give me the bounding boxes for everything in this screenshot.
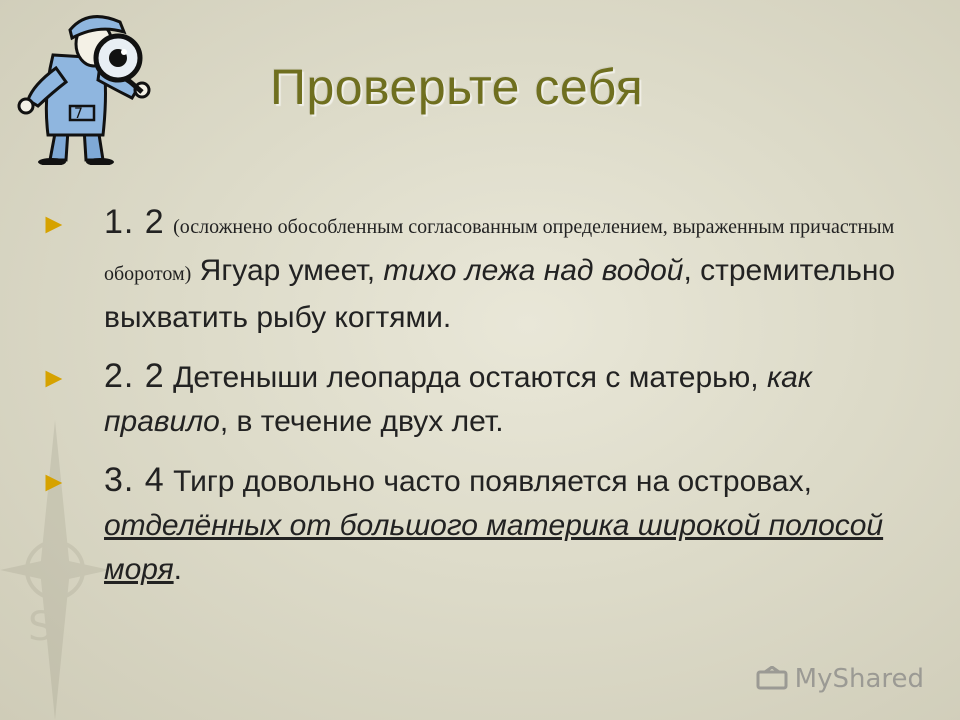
bullet-arrow-icon: ► <box>40 208 68 239</box>
watermark-text: MyShared <box>794 664 924 694</box>
list-item-text <box>104 458 920 592</box>
bullet-arrow-icon: ► <box>40 466 68 497</box>
isolated-phrase: тихо лежа над водой <box>383 254 684 287</box>
bullet-arrow-icon: ► <box>40 362 68 393</box>
sentence-part: . <box>173 553 182 586</box>
myshared-logo-icon <box>755 666 789 692</box>
slide-title: Проверьте себя <box>270 59 644 115</box>
sentence-part: , стремительно выхватить рыбу когтями. <box>104 254 896 334</box>
answer-number: 2. 2 <box>104 357 165 395</box>
list-item <box>40 458 920 592</box>
isolated-phrase: как правило <box>104 361 812 438</box>
list-item <box>40 354 920 444</box>
list-item <box>40 200 920 340</box>
grammar-note: (осложнено обособленным согласованным определением, выраженным причастным оборотом) <box>104 216 895 285</box>
sentence-part: Тигр довольно часто появляется на островах, <box>173 465 812 498</box>
detective-mascot-icon <box>8 10 178 165</box>
bullet-list <box>40 200 920 606</box>
isolated-phrase: отделённых от большого материка широкой полосой моря <box>104 509 884 586</box>
sentence-part: , в течение двух лет. <box>219 405 504 438</box>
list-item-text <box>104 354 920 444</box>
answer-number: 1. 2 <box>104 203 165 241</box>
sentence-part: Детеныши леопарда остаются с матерью, <box>173 361 759 394</box>
myshared-watermark <box>755 664 924 694</box>
list-item-text <box>104 200 920 340</box>
svg-text:S: S <box>28 604 54 650</box>
svg-text:7: 7 <box>74 106 83 122</box>
sentence-part: Ягуар умеет, <box>199 254 376 287</box>
answer-number: 3. 4 <box>104 461 165 499</box>
